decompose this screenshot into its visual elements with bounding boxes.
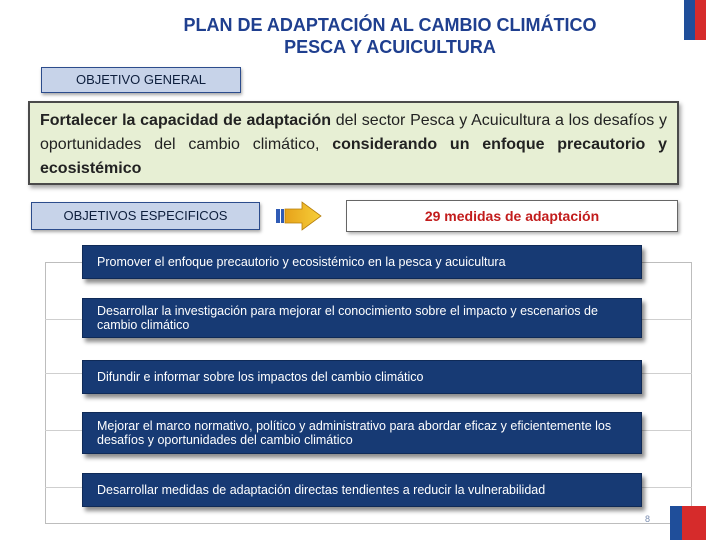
flag-stripe-top — [684, 0, 706, 40]
objetivo-item-text: Desarrollar medidas de adaptación directas tendientes a reducir la vulnerabilidad — [97, 483, 546, 497]
slide-title — [100, 14, 680, 58]
objetivo-item-text: Mejorar el marco normativo, político y administrativo para abordar eficaz y eficientemente los desafíos y oportunidades del cambio climático — [97, 419, 612, 447]
flag-blue-band — [684, 0, 695, 40]
objetivo-item-text: Promover el enfoque precautorio y ecosistémico en la pesca y acuicultura — [97, 255, 506, 269]
title-line-2: PESCA Y ACUICULTURA — [284, 37, 496, 57]
flag-red-band — [682, 506, 706, 540]
objetivo-general-text — [28, 101, 679, 185]
flag-red-band — [695, 0, 706, 40]
general-text-bold-2: considerando un enfoque precautorio y ecosistémico — [40, 136, 667, 177]
title-line-1: PLAN DE ADAPTACIÓN AL CAMBIO CLIMÁTICO — [183, 15, 597, 35]
page-number: 8 — [644, 514, 650, 524]
objetivo-item — [82, 473, 642, 507]
flag-blue-band — [670, 506, 682, 540]
general-text-mid: del sector Pesca y Acuicultura a los desafíos y oportunidades del cambio climático, — [40, 112, 667, 153]
general-text-bold-1: Fortalecer la capacidad de adaptación — [40, 112, 331, 129]
objetivo-item-text: Difundir e informar sobre los impactos del cambio climático — [97, 370, 424, 384]
objetivo-item-text: Desarrollar la investigación para mejorar el conocimiento sobre el impacto y escenarios de cambio climático — [97, 304, 598, 332]
objetivo-item — [82, 412, 642, 454]
objetivo-general-label: OBJETIVO GENERAL — [41, 67, 241, 93]
objetivo-item — [82, 245, 642, 279]
objetivo-item — [82, 360, 642, 394]
right-arrow-icon — [276, 201, 322, 231]
flag-stripe-bottom — [670, 506, 706, 540]
objetivo-item — [82, 298, 642, 338]
medidas-adaptacion-count: 29 medidas de adaptación — [346, 200, 678, 232]
objetivos-especificos-label: OBJETIVOS ESPECIFICOS — [31, 202, 260, 230]
